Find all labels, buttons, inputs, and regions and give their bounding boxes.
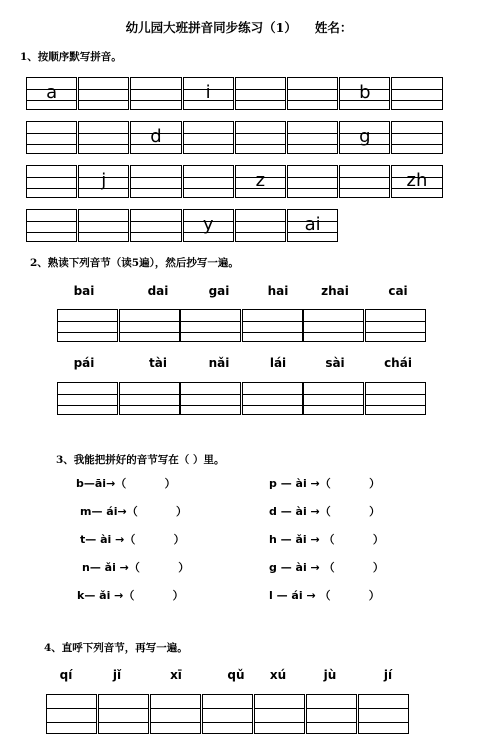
syllable: chái [384, 356, 412, 370]
pinyin-grid-cell [287, 121, 338, 154]
spelling-equation: d — ài →（ ） [269, 505, 381, 518]
pinyin-grid-cell [26, 209, 77, 242]
pinyin-grid-cell [287, 77, 338, 110]
pinyin-grid-cell [130, 209, 181, 242]
cell-letter: y [202, 214, 214, 235]
syllable: jí [383, 668, 393, 682]
copy-grid-cell [98, 694, 149, 734]
pinyin-grid-cell [235, 77, 286, 110]
cell-letter: b [359, 82, 371, 103]
spelling-equation: n— ǎi →（ ） [82, 561, 190, 574]
syllable: nǎi [208, 356, 230, 370]
pinyin-grid-cell [78, 77, 129, 110]
pinyin-grid-cell [26, 165, 77, 198]
copy-grid-cell [202, 694, 253, 734]
pinyin-grid-cell [287, 209, 338, 242]
syllable: zhai [321, 284, 349, 298]
syllable: qǔ [227, 668, 245, 682]
syllable: xú [269, 668, 287, 682]
pinyin-grid-cell [130, 77, 181, 110]
spelling-equation: m— ái→（ ） [80, 505, 187, 518]
syllable: gai [208, 284, 230, 298]
cell-letter: z [255, 170, 266, 191]
copy-grid-cell [303, 382, 364, 415]
pinyin-grid-cell [391, 121, 442, 154]
spelling-equation: h — ǎi → （ ） [269, 533, 384, 546]
cell-letter: j [101, 170, 107, 191]
pinyin-grid-cell [183, 121, 234, 154]
syllable: pái [73, 356, 95, 370]
pinyin-grid-cell [235, 121, 286, 154]
copy-grid-cell [358, 694, 409, 734]
syllable: lái [269, 356, 287, 370]
copy-grid-cell [119, 382, 180, 415]
copy-grid-cell [242, 309, 303, 342]
spelling-equation: p — ài →（ ） [269, 477, 381, 490]
copy-grid-cell [242, 382, 303, 415]
pinyin-grid-cell [235, 209, 286, 242]
syllable: dai [147, 284, 169, 298]
cell-letter: d [150, 126, 162, 147]
section-3-heading: 3、我能把拼好的音节写在（ ）里。 [56, 454, 225, 466]
cell-letter: ai [304, 214, 321, 235]
pinyin-grid-cell [26, 77, 77, 110]
title-text: 幼儿园大班拼音同步练习（1） [125, 20, 297, 35]
spelling-equation: b—āi→（ ） [76, 477, 176, 490]
syllable: jǐ [112, 668, 122, 682]
syllable: jù [323, 668, 337, 682]
syllable: bai [73, 284, 95, 298]
pinyin-grid-cell [339, 77, 390, 110]
copy-grid-cell [365, 309, 426, 342]
section-4-heading: 4、直呼下列音节，再写一遍。 [44, 642, 188, 654]
copy-grid-cell [254, 694, 305, 734]
section-1-heading: 1、按顺序默写拼音。 [20, 51, 122, 63]
pinyin-grid-cell [339, 165, 390, 198]
pinyin-grid-cell [26, 121, 77, 154]
copy-grid-cell [119, 309, 180, 342]
copy-grid-cell [46, 694, 97, 734]
copy-grid-cell [365, 382, 426, 415]
syllable: hai [267, 284, 289, 298]
spelling-equation: k— ǎi →（ ） [77, 589, 184, 602]
pinyin-grid-cell [391, 165, 442, 198]
cell-letter: g [359, 126, 371, 147]
cell-letter: zh [406, 170, 428, 191]
pinyin-grid-cell [130, 121, 181, 154]
pinyin-grid-cell [78, 209, 129, 242]
section-2-heading: 2、熟读下列音节（读5遍），然后抄写一遍。 [30, 257, 239, 269]
cell-letter: a [46, 82, 58, 103]
spelling-equation: l — ái → （ ） [269, 589, 380, 602]
pinyin-grid-cell [130, 165, 181, 198]
pinyin-grid-cell [339, 121, 390, 154]
pinyin-grid-cell [391, 77, 442, 110]
pinyin-grid-cell [235, 165, 286, 198]
pinyin-grid-cell [78, 165, 129, 198]
name-label: 姓名： [314, 20, 353, 35]
pinyin-grid-cell [78, 121, 129, 154]
page-title [0, 18, 478, 36]
copy-grid-cell [150, 694, 201, 734]
copy-grid-cell [180, 309, 241, 342]
cell-letter: i [205, 82, 211, 103]
copy-grid-cell [180, 382, 241, 415]
pinyin-grid-cell [183, 209, 234, 242]
copy-grid-cell [303, 309, 364, 342]
copy-grid-cell [57, 382, 118, 415]
syllable: xī [170, 668, 182, 682]
pinyin-grid-cell [183, 77, 234, 110]
copy-grid-cell [57, 309, 118, 342]
pinyin-grid-cell [183, 165, 234, 198]
syllable: cai [388, 284, 408, 298]
pinyin-grid-cell [287, 165, 338, 198]
syllable: sài [325, 356, 345, 370]
spelling-equation: g — ài → （ ） [269, 561, 384, 574]
copy-grid-cell [306, 694, 357, 734]
spelling-equation: t— ài →（ ） [80, 533, 185, 546]
syllable: tài [149, 356, 167, 370]
syllable: qí [59, 668, 73, 682]
